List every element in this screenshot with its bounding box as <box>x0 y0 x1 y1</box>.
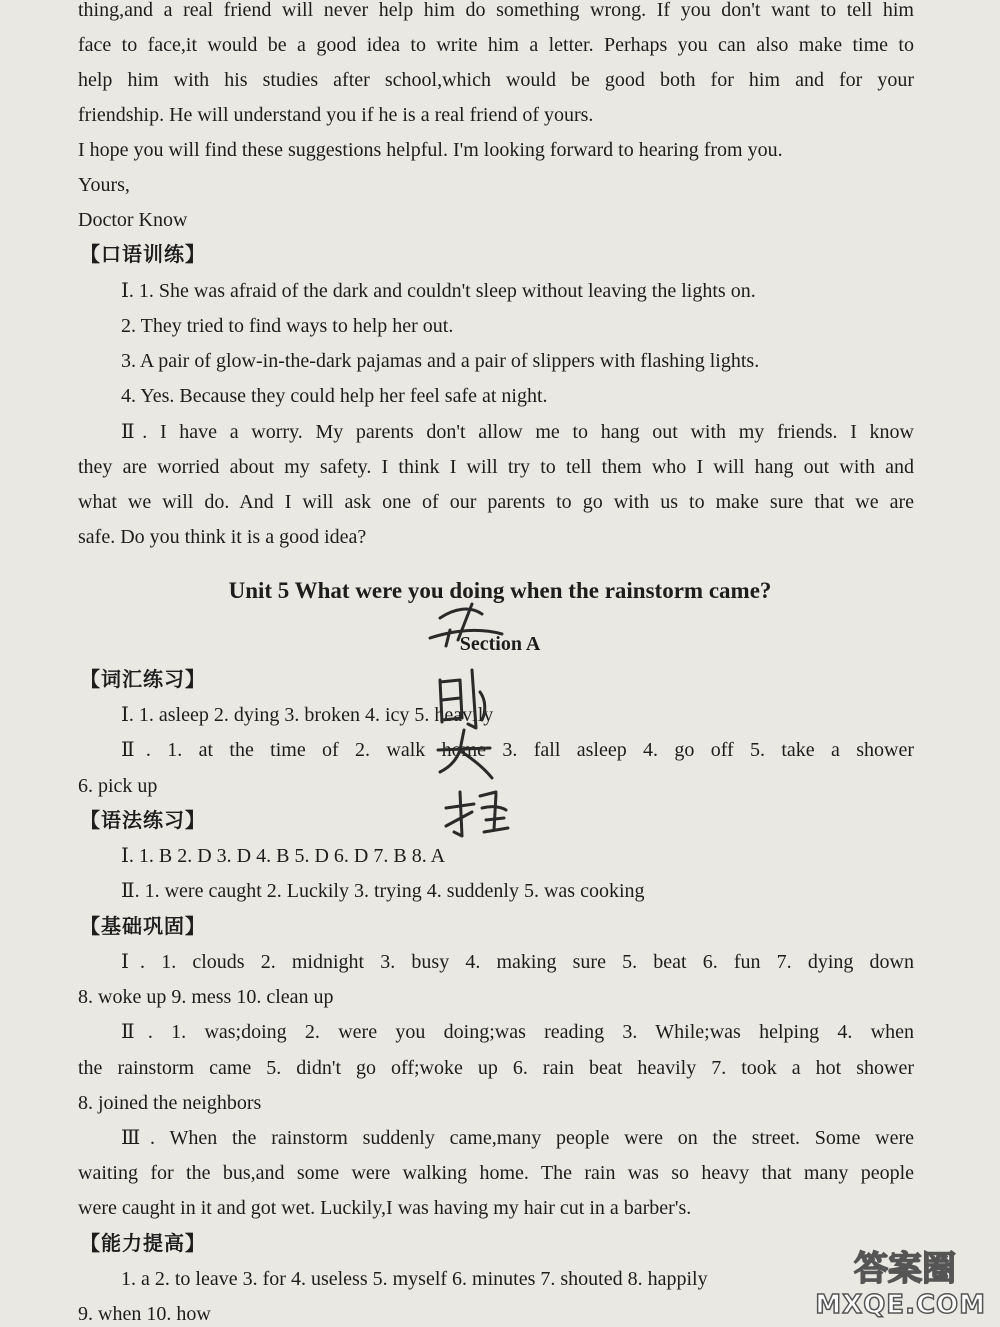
section-title: Section A <box>459 633 541 655</box>
answer-line: Ⅱ. 1. were caught 2. Luckily 3. trying 4. suddenly 5. was cooking <box>121 880 645 902</box>
section-heading-basics: 【基础巩固】 <box>80 916 206 938</box>
handwritten-scribble-icon <box>410 600 530 860</box>
answer-line: safe. Do you think it is a good idea? <box>78 526 367 548</box>
section-heading-ability: 【能力提高】 <box>80 1233 206 1255</box>
watermark-text: 答案圈 <box>854 1249 956 1289</box>
text-line: Yours, <box>78 174 130 196</box>
section-heading-vocab: 【词汇练习】 <box>80 669 206 691</box>
text-line: thing,and a real friend will never help him do something wrong. If you don't want to tell him <box>78 0 914 21</box>
text-line: I hope you will find these suggestions helpful. I'm looking forward to hearing from you. <box>78 139 783 161</box>
answer-line: 9. when 10. how <box>78 1303 211 1325</box>
answer-line: Ⅱ. 1. was;doing 2. were you doing;was reading 3. While;was helping 4. when <box>121 1021 914 1043</box>
answer-line: they are worried about my safety. I think I will try to tell them who I will hang out with and <box>78 456 914 478</box>
answer-line: 8. woke up 9. mess 10. clean up <box>78 986 334 1008</box>
section-heading-grammar: 【语法练习】 <box>80 810 206 832</box>
answer-line: were caught in it and got wet. Luckily,I was having my hair cut in a barber's. <box>78 1197 692 1219</box>
answer-line: Ⅰ. 1. clouds 2. midnight 3. busy 4. making sure 5. beat 6. fun 7. dying down <box>121 951 914 973</box>
answer-line: Ⅱ. 1. at the time of 2. walk home 3. fall asleep 4. go off 5. take a shower <box>121 739 914 761</box>
unit-title: Unit 5 What were you doing when the rainstorm came? <box>228 578 772 603</box>
answer-line: 1. a 2. to leave 3. for 4. useless 5. myself 6. minutes 7. shouted 8. happily <box>121 1268 708 1290</box>
answer-line: the rainstorm came 5. didn't go off;woke up 6. rain beat heavily 7. took a hot shower <box>78 1057 914 1079</box>
answer-line: 3. A pair of glow-in-the-dark pajamas and a pair of slippers with flashing lights. <box>121 350 760 372</box>
answer-line: 2. They tried to find ways to help her out. <box>121 315 454 337</box>
answer-line: Ⅰ. 1. B 2. D 3. D 4. B 5. D 6. D 7. B 8. A <box>121 845 446 867</box>
text-line: friendship. He will understand you if he is a real friend of yours. <box>78 104 594 126</box>
answer-line: Ⅱ. I have a worry. My parents don't allow me to hang out with my friends. I know <box>121 421 914 443</box>
answer-line: Ⅰ. 1. She was afraid of the dark and couldn't sleep without leaving the lights on. <box>121 280 756 302</box>
text-line: help him with his studies after school,which would be good both for him and for your <box>78 69 914 91</box>
answer-line: 6. pick up <box>78 775 158 797</box>
watermark-url: MXQE.COM <box>815 1290 986 1320</box>
answer-line: what we will do. And I will ask one of our parents to go with us to make sure that we are <box>78 491 914 513</box>
watermark-logo <box>786 1249 996 1324</box>
answer-line: Ⅰ. 1. asleep 2. dying 3. broken 4. icy 5. heavily <box>121 704 494 726</box>
section-heading-oral: 【口语训练】 <box>80 244 206 266</box>
answer-line: 8. joined the neighbors <box>78 1092 262 1114</box>
answer-line: waiting for the bus,and some were walking home. The rain was so heavy that many people <box>78 1162 914 1184</box>
signature-text: Doctor Know <box>78 209 188 231</box>
answer-line: 4. Yes. Because they could help her feel safe at night. <box>121 385 548 407</box>
text-line: face to face,it would be a good idea to write him a letter. Perhaps you can also make time to <box>78 34 914 56</box>
answer-line: Ⅲ. When the rainstorm suddenly came,many people were on the street. Some were <box>121 1127 914 1149</box>
